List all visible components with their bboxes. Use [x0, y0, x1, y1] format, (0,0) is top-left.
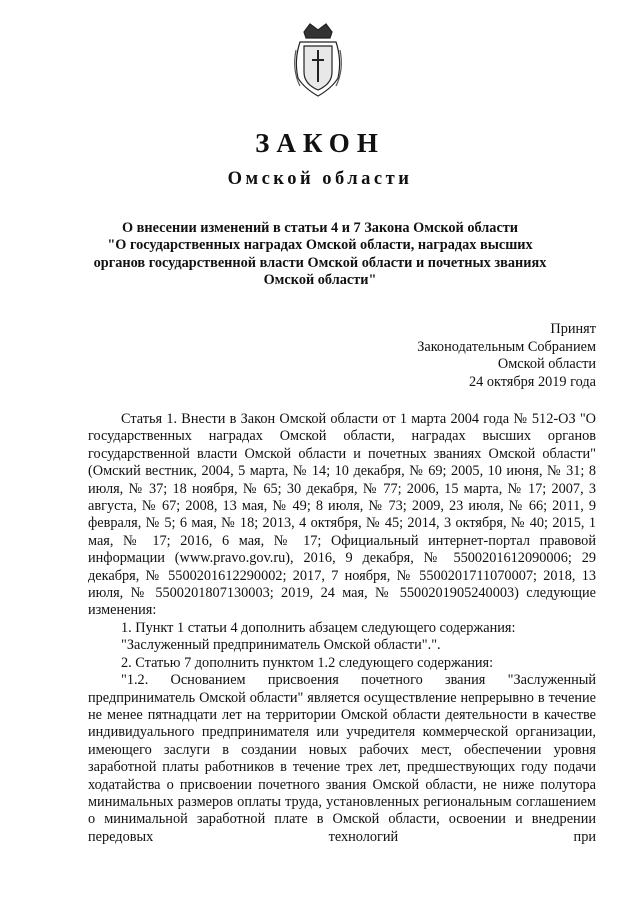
- adoption-line: Омской области: [497, 356, 596, 373]
- law-body: [88, 411, 596, 846]
- amendment-item-1-text: "Заслуженный предприниматель Омской области".".: [121, 637, 441, 654]
- amendment-item-2: 2. Статью 7 дополнить пунктом 1.2 следующего содержания:: [121, 654, 494, 671]
- adoption-block: [417, 321, 596, 391]
- amendment-item-1: 1. Пункт 1 статьи 4 дополнить абзацем следующего содержания:: [121, 619, 516, 636]
- omsk-coat-of-arms-emblem: [290, 20, 346, 100]
- adoption-line: Законодательным Собранием: [417, 338, 596, 355]
- article-1-paragraph: Статья 1. Внести в Закон Омской области от 1 марта 2004 года № 512-ОЗ "О государственных наградах Омской области, наградах высших органов государственной власти Омской области и почетных званиях Омской области" (Омский вестник, 2004, 5 марта, № 14; 10 декабря, № 69; 2005, 10 июня, № 31; 8 июля, № 37; 18 ноября, № 65; 30 декабря, № 77; 2006, 15 марта, № 17; 2007, 3 августа, № 67; 2008, 13 мая, № 49; 8 июля, № 73; 2009, 23 июля, № 66; 2011, 9 февраля, № 5; 6 мая, № 18; 2013, 4 октября, № 45; 2014, 3 октября, № 40; 2015, 1 мая, № 17; 2016, 6 мая, № 17; Официальный интернет-портал правовой информации (www.pravo.gov.ru), 2016, 9 декабря, № 5500201612090006; 29 декабря, № 5500201612290002; 2017, 7 ноября, № 5500201711070007; 2018, 13 июля, № 5500201807130003; 2019, 24 мая, № 5500201905240003) следующие изменения:: [88, 411, 596, 619]
- adoption-line: Принят: [550, 321, 596, 337]
- adoption-date: 24 октября 2019 года: [468, 373, 596, 390]
- law-heading: [80, 220, 560, 289]
- heading-line: "О государственных наградах Омской области, наградах высших: [107, 237, 533, 254]
- law-title: ЗАКОН: [255, 128, 385, 158]
- heading-line: Омской области": [263, 271, 377, 288]
- heading-line: органов государственной власти Омской области и почетных званиях: [93, 254, 547, 271]
- heading-line: О внесении изменений в статьи 4 и 7 Закона Омской области: [121, 220, 519, 236]
- law-region: Омской области: [227, 169, 413, 189]
- amendment-item-2-text: "1.2. Основанием присвоения почетного звания "Заслуженный предприниматель Омской области" является осуществление непрерывно в течение не менее пятнадцати лет на территории Омской области деятельности в качестве индивидуального предпринимателя или учредителя коммерческой организации, имеющего заслуги в создании новых рабочих мест, обеспечении уровня заработной платы работников в течение трех лет, предшествующих году подачи ходатайства о присвоении почетного звания Омской области, не ниже полутора минимальных размеров оплаты труда, установленных региональным соглашением о минимальной заработной плате в Омской области, освоении и внедрении передовых технологий при: [88, 672, 596, 845]
